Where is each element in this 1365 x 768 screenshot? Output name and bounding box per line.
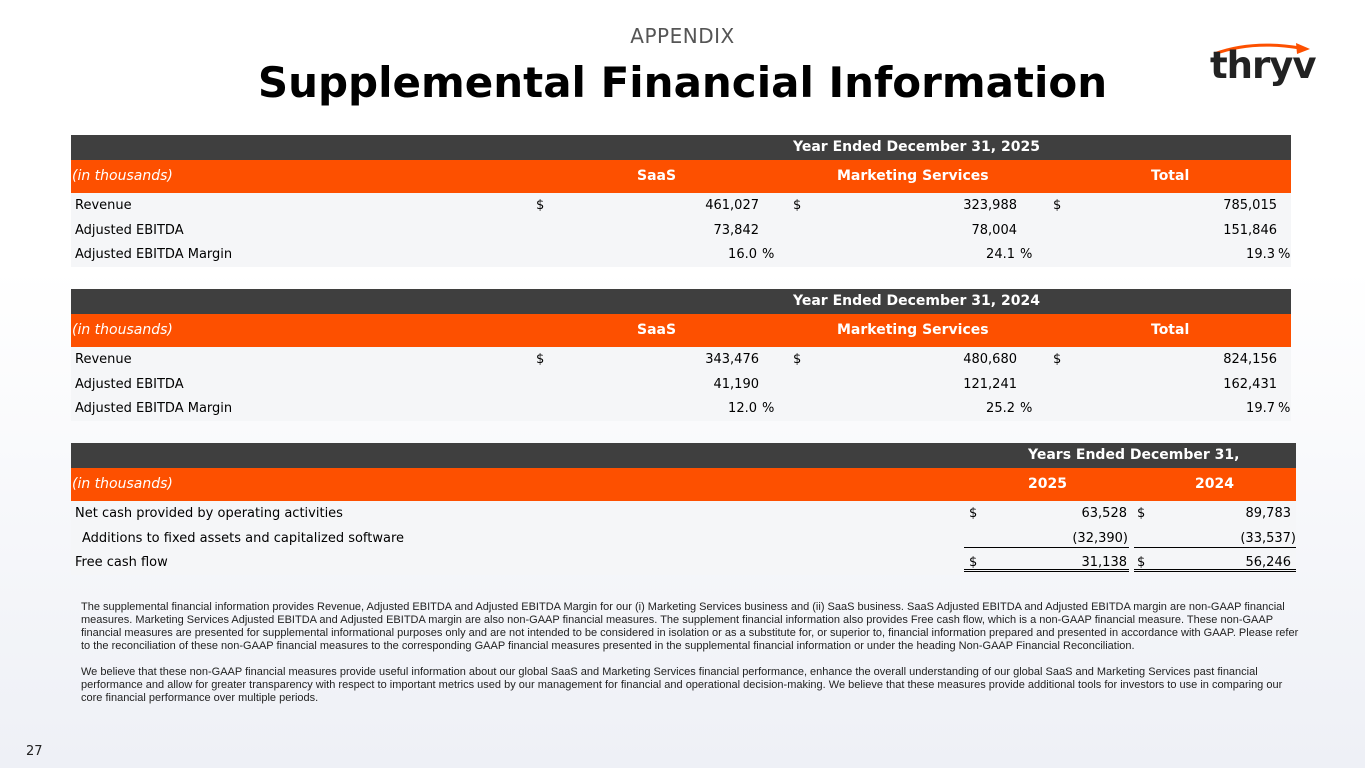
table-row	[71, 193, 1291, 218]
percent-symbol: %	[1020, 401, 1033, 416]
row-label: Free cash flow	[75, 555, 168, 570]
percent-symbol: %	[1278, 247, 1291, 262]
currency-symbol: $	[793, 198, 802, 213]
units-label: (in thousands)	[72, 168, 173, 184]
total-value: 824,156	[1223, 352, 1277, 367]
subtotal-rule	[1134, 547, 1296, 548]
saas-value: 73,842	[713, 222, 759, 238]
value-2025: 63,528	[1081, 506, 1127, 521]
total-value: 785,015	[1223, 198, 1277, 213]
col-total: Total	[1151, 322, 1190, 338]
percent-symbol: %	[762, 401, 775, 416]
footnotes	[81, 601, 1303, 718]
saas-value: 16.0	[728, 247, 757, 262]
column-header-row	[71, 314, 1291, 347]
period-header	[71, 443, 1296, 468]
row-label: Net cash provided by operating activities	[75, 506, 343, 521]
row-label: Adjusted EBITDA	[75, 376, 184, 392]
total-value: 19.7	[1246, 401, 1275, 416]
total-value: 162,431	[1223, 376, 1277, 392]
footnote-paragraph: The supplemental financial information provides Revenue, Adjusted EBITDA and Adjusted EBITDA Margin for our (i) Marketing Services business and (ii) SaaS business. SaaS Adjusted EBITDA and Adjusted EBITDA margin are non-GAAP financial measures. Marketing Services Adjusted EBITDA and Adjusted EBITDA margin are also non-GAAP financial measures. The supplement financial information also provides Free cash flow, which is a non-GAAP financial measure. These non-GAAP financial measures are presented for supplemental informational purposes only and are not intended to be considered in isolation or as a substitute for, or superior to, financial information prepared and presented in accordance with GAAP. Please refer to the reconciliation of these non-GAAP financial measures to the corresponding GAAP financial measures presented in the supplemental financial information or under the heading Non-GAAP Financial Reconciliation.	[81, 601, 1299, 652]
table-row	[71, 242, 1291, 267]
col-marketing-services: Marketing Services	[837, 168, 989, 184]
period-label: Years Ended December 31,	[1028, 447, 1240, 463]
marketing-value: 323,988	[963, 198, 1017, 213]
row-label: Adjusted EBITDA Margin	[75, 401, 233, 416]
footnote-paragraph: We believe that these non-GAAP financial measures provide useful information about our global SaaS and Marketing Services financial performance, enhance the overall understanding of our global SaaS and Marketing Services past financial performance and allow for greater transparency with respect to important metrics used by our management for financial and operational decision-making. We believe that these measures provide additional tools for investors to use in comparing our core financial performance over multiple periods.	[81, 666, 1283, 704]
percent-symbol: %	[1020, 247, 1033, 262]
table-row	[71, 372, 1291, 397]
table-row	[71, 396, 1291, 421]
marketing-value: 78,004	[971, 222, 1017, 238]
row-label: Revenue	[75, 352, 132, 367]
page-title: Supplemental Financial Information	[257, 58, 1108, 107]
units-label: (in thousands)	[72, 476, 173, 492]
row-label: Adjusted EBITDA Margin	[75, 247, 233, 262]
thryv-logo	[1210, 42, 1316, 90]
value-2024: 89,783	[1245, 506, 1291, 521]
row-label: Additions to fixed assets and capitalized software	[82, 530, 405, 546]
saas-value: 343,476	[705, 352, 759, 367]
currency-symbol: $	[969, 506, 978, 521]
column-header-row	[71, 160, 1291, 193]
period-label: Year Ended December 31, 2025	[793, 139, 1040, 155]
page-number: 27	[26, 744, 43, 759]
row-label: Adjusted EBITDA	[75, 222, 184, 238]
table-row	[71, 526, 1296, 551]
marketing-value: 24.1	[986, 247, 1015, 262]
segment-table-2025	[71, 135, 1291, 267]
section-overline: APPENDIX	[630, 24, 735, 48]
currency-symbol: $	[1053, 352, 1062, 367]
currency-symbol: $	[1137, 555, 1146, 570]
marketing-value: 121,241	[963, 376, 1017, 392]
table-row	[71, 347, 1291, 372]
value-2025: 31,138	[1081, 555, 1127, 570]
table-row	[71, 501, 1296, 526]
currency-symbol: $	[793, 352, 802, 367]
value-2024: 56,246	[1245, 555, 1291, 570]
table-row	[71, 218, 1291, 243]
saas-value: 41,190	[713, 376, 759, 392]
col-saas: SaaS	[637, 322, 677, 338]
total-value: 151,846	[1223, 222, 1277, 238]
value-2025: (32,390)	[1072, 530, 1128, 546]
col-marketing-services: Marketing Services	[837, 322, 989, 338]
logo-wordmark: thryv	[1210, 44, 1316, 87]
currency-symbol: $	[536, 198, 545, 213]
total-value: 19.3	[1246, 247, 1275, 262]
currency-symbol: $	[969, 555, 978, 570]
currency-symbol: $	[1053, 198, 1062, 213]
saas-value: 461,027	[705, 198, 759, 213]
marketing-value: 480,680	[963, 352, 1017, 367]
col-saas: SaaS	[637, 168, 677, 184]
currency-symbol: $	[1137, 506, 1146, 521]
segment-table-2024	[71, 289, 1291, 421]
percent-symbol: %	[1278, 401, 1291, 416]
marketing-value: 25.2	[986, 401, 1015, 416]
value-2024: (33,537)	[1240, 530, 1296, 546]
percent-symbol: %	[762, 247, 775, 262]
col-total: Total	[1151, 168, 1190, 184]
period-header	[71, 289, 1291, 314]
row-label: Revenue	[75, 198, 132, 213]
col-2025: 2025	[1028, 476, 1067, 492]
col-2024: 2024	[1195, 476, 1234, 492]
saas-value: 12.0	[728, 401, 757, 416]
period-label: Year Ended December 31, 2024	[793, 293, 1040, 309]
currency-symbol: $	[536, 352, 545, 367]
subtotal-rule	[964, 547, 1129, 548]
table-row	[71, 550, 1296, 575]
period-header	[71, 135, 1291, 160]
free-cash-flow-table	[71, 443, 1296, 575]
column-header-row	[71, 468, 1296, 501]
units-label: (in thousands)	[72, 322, 173, 338]
